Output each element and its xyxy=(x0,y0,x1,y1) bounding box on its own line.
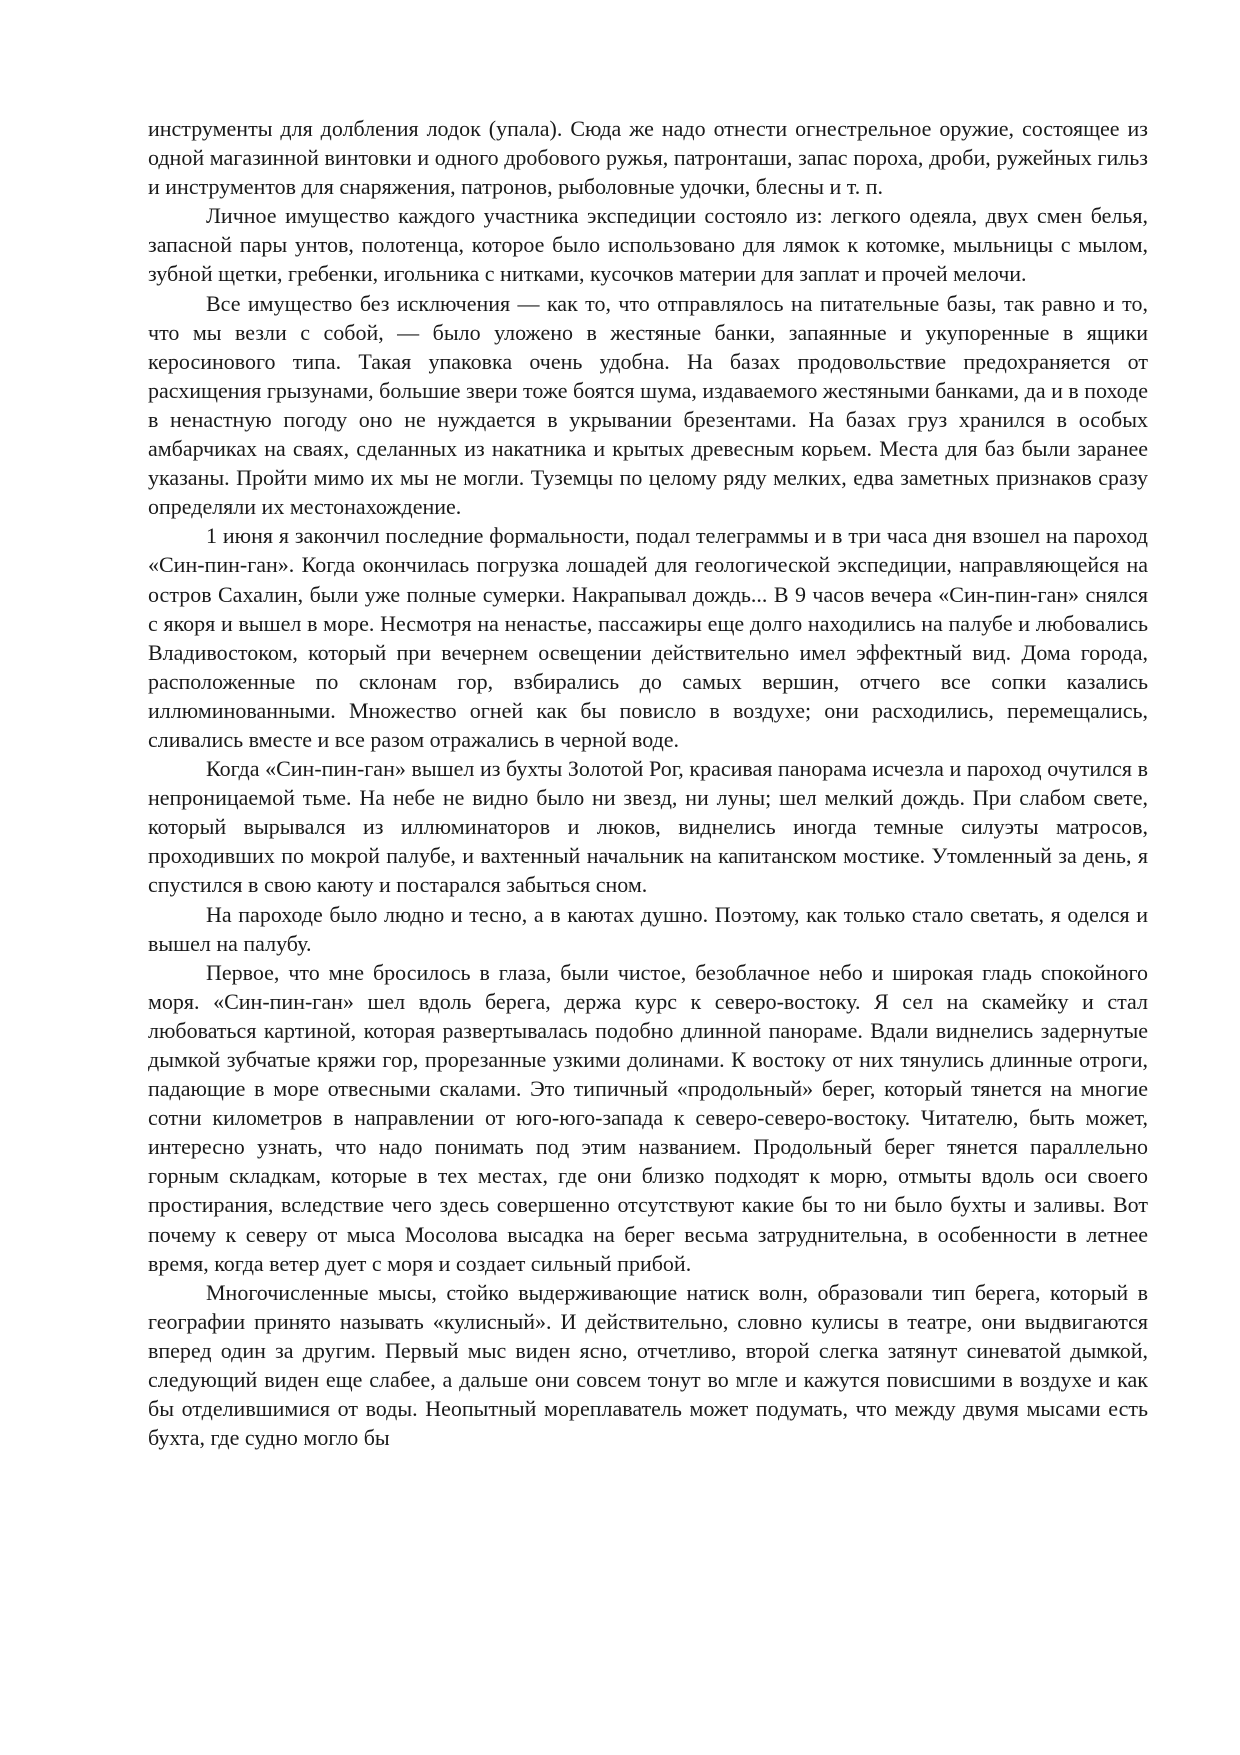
paragraph: Многочисленные мысы, стойко выдерживающие натиск волн, образовали тип берега, который в географии принято называть «кулисный». И действительно, словно кулисы в театре, они выдвигаются вперед один за другим. Первый мыс виден ясно, отчетливо, второй слегка затянут синеватой дымкой, следующий виден еще слабее, а дальше они совсем тонут во мгле и кажутся повисшими в воздухе и как бы отделившимися от воды. Неопытный мореплаватель может подумать, что между двумя мысами есть бухта, где судно могло бы xyxy=(148,1279,1148,1451)
paragraph: 1 июня я закончил последние формальности, подал телеграммы и в три часа дня взошел на пароход «Син-пин-ган». Когда окончилась погрузка лошадей для геологической экспедиции, направляющейся на остров Сахалин, были уже полные сумерки. Накрапывал дождь... В 9 часов вечера «Син-пин-ган» снялся с якоря и вышел в море. Несмотря на ненастье, пассажиры еще долго находились на палубе и любовались Владивостоком, который при вечернем освещении действительно имел эффектный вид. Дома города, расположенные по склонам гор, взбирались до самых вершин, отчего все сопки казались иллюминованными. Множество огней как бы повисло в воздухе; они расходились, перемещались, сливались вместе и все разом отражались в черной воде. xyxy=(148,523,1148,752)
paragraph-continued: инструменты для долбления лодок (упала). Сюда же надо отнести огнестрельное оружие, состоящее из одной магазинной винтовки и одного дробового ружья, патронташи, запас пороха, дроби, ружейных гильз и инструментов для снаряжения, патронов, рыболовные удочки, блесны и т. п. xyxy=(148,116,1148,200)
paragraph: Когда «Син-пин-ган» вышел из бухты Золотой Рог, красивая панорама исчезла и пароход очутился в непроницаемой тьме. На небе не видно было ни звезд, ни луны; шел мелкий дождь. При слабом свете, который вырывался из иллюминаторов и люков, виднелись иногда темные силуэты матросов, проходивших по мокрой палубе, и вахтенный начальник на капитанском мостике. Утомленный за день, я спустился в свою каюту и постарался забыться сном. xyxy=(148,756,1148,898)
body-text xyxy=(148,114,1148,1452)
paragraph: Личное имущество каждого участника экспедиции состояло из: легкого одеяла, двух смен белья, запасной пары унтов, полотенца, которое было использовано для лямок к котомке, мыльницы с мылом, зубной щетки, гребенки, игольника с нитками, кусочков материи для заплат и прочей мелочи. xyxy=(148,203,1148,287)
paragraph: Первое, что мне бросилось в глаза, были чистое, безоблачное небо и широкая гладь спокойного моря. «Син-пин-ган» шел вдоль берега, держа курс к северо-востоку. Я сел на скамейку и стал любоваться картиной, которая развертывалась подобно длинной панораме. Вдали виднелись задернутые дымкой зубчатые кряжи гор, прорезанные узкими долинами. К востоку от них тянулись длинные отроги, падающие в море отвесными скалами. Это типичный «продольный» берег, который тянется на многие сотни километров в направлении от юго-юго-запада к северо-северо-востоку. Читателю, быть может, интересно узнать, что надо понимать под этим названием. Продольный берег тянется параллельно горным складкам, которые в тех местах, где они близко подходят к морю, отмыты вдоль оси своего простирания, вследствие чего здесь совершенно отсутствуют какие бы то ни было бухты и заливы. Вот почему к северу от мыса Мосолова высадка на берег весьма затруднительна, в особенности в летнее время, когда ветер дует с моря и создает сильный прибой. xyxy=(148,959,1148,1276)
paragraph: Все имущество без исключения — как то, что отправлялось на питательные базы, так равно и то, что мы везли с собой, — было уложено в жестяные банки, запаянные и укупоренные в ящики керосинового типа. Такая упаковка очень удобна. На базах продовольствие предохраняется от расхищения грызунами, большие звери тоже боятся шума, издаваемого жестяными банками, да и в походе в ненастную погоду оно не нуждается в укрывании брезентами. На базах груз хранился в особых амбарчиках на сваях, сделанных из накатника и крытых древесным корьем. Места для баз были заранее указаны. Пройти мимо их мы не могли. Туземцы по целому ряду мелких, едва заметных признаков сразу определяли их местонахождение. xyxy=(148,290,1148,520)
paragraph: На пароходе было людно и тесно, а в каютах душно. Поэтому, как только стало светать, я оделся и вышел на палубу. xyxy=(148,901,1148,956)
